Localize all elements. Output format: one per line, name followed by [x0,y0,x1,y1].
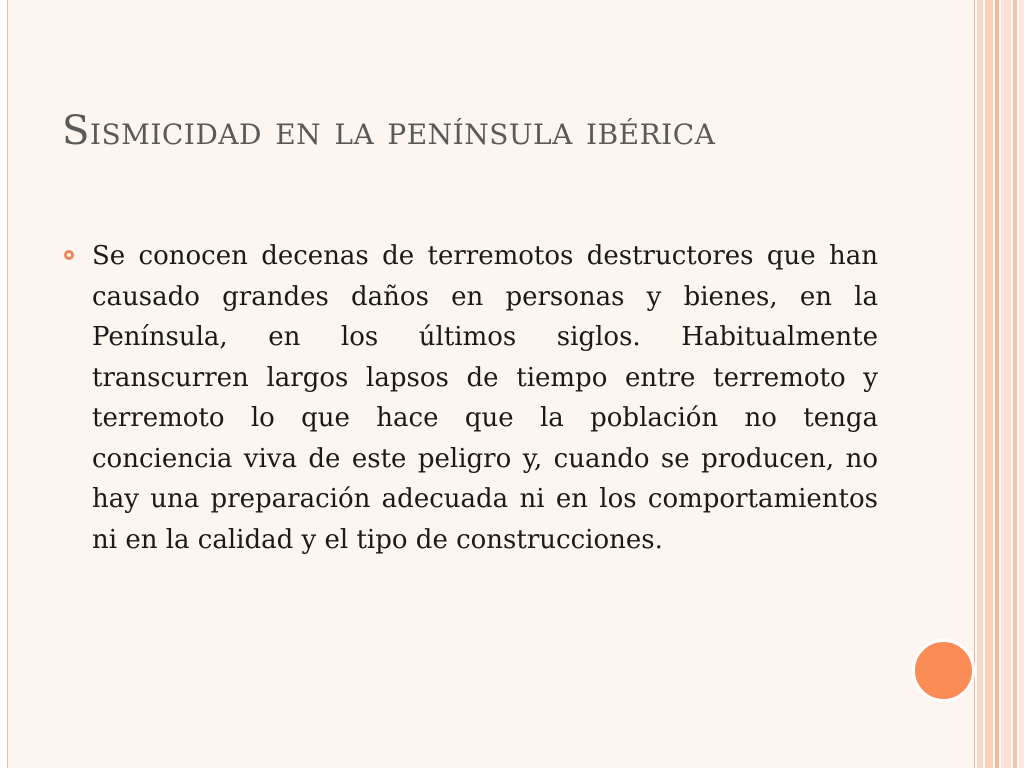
bullet-item [62,236,878,560]
bullet-text: Se conocen decenas de terremotos destructores que han causado grandes daños en personas y bienes, en la Península, en los últimos siglos. Habitualmente transcurren largos lapsos de tiempo entre terremoto y terremoto lo que hace que la población no tenga conciencia viva de este peligro y, cuando se producen, no hay una preparación adecuada ni en los comportamientos ni en la calidad y el tipo de construcciones. [92,241,878,555]
decorative-stripe [977,0,983,768]
decorative-stripe [985,0,993,768]
decorative-stripe [995,0,999,768]
decorative-stripe [1013,0,1017,768]
decorative-stripe [1019,0,1024,768]
decorative-stripe [1001,0,1011,768]
decorative-circle [912,639,975,702]
slide-title: Sismicidad en la península ibérica [62,108,716,154]
bullet-circle-icon [64,250,74,260]
bullet-list [62,236,878,560]
